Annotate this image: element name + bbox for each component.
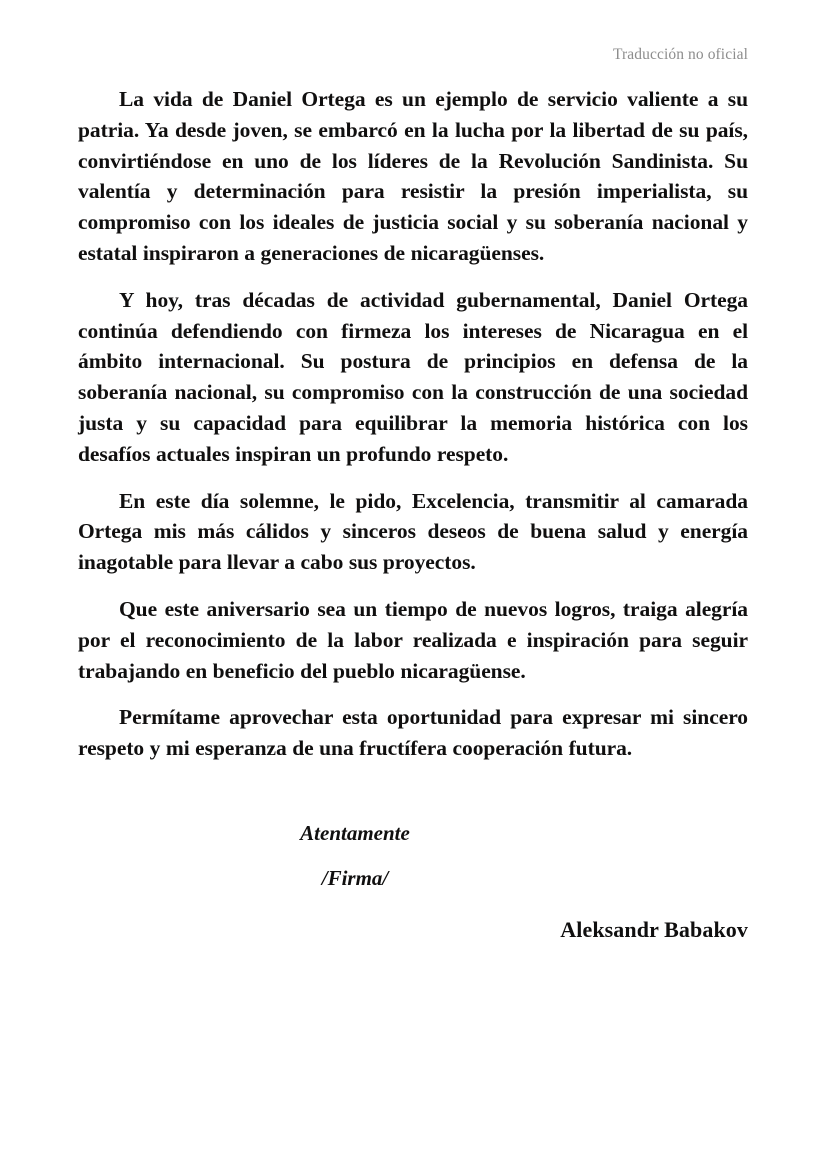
paragraph-5: Permítame aprovechar esta oportunidad para expresar mi sincero respeto y mi esperanza de una fructífera cooperación futura. (78, 705, 748, 761)
header-translation-note: Traducción no oficial (613, 46, 748, 63)
signatory-name: Aleksandr Babakov (560, 917, 748, 942)
paragraph-2: Y hoy, tras décadas de actividad gubernamental, Daniel Ortega continúa defendiendo con firmeza los intereses de Nicaragua en el ámbito internacional. Su postura de principios en defensa de la soberanía nacional, su compromiso con la construcción de una sociedad justa y su capacidad para equilibrar la memoria histórica con los desafíos actuales inspiran un profundo respeto. (78, 287, 748, 466)
paragraph-4: Que este aniversario sea un tiempo de nuevos logros, traiga alegría por el reconocimiento de la labor realizada e inspiración para seguir trabajando en beneficio del pueblo nicaragüense. (78, 596, 748, 683)
document-body (78, 84, 748, 764)
signature-block (78, 820, 748, 943)
paragraph-1: La vida de Daniel Ortega es un ejemplo de servicio valiente a su patria. Ya desde joven, se embarcó en la lucha por la libertad de su país, convirtiéndose en uno de los líderes de la Revolución Sandinista. Su valentía y determinación para resistir la presión imperialista, su compromiso con los ideales de justicia social y su soberanía nacional y estatal inspiraron a generaciones de nicaragüenses. (78, 87, 748, 265)
paragraph-3: En este día solemne, le pido, Excelencia, transmitir al camarada Ortega mis más cálidos y sinceros deseos de buena salud y energía inagotable para llevar a cabo sus proyectos. (78, 488, 748, 575)
signature-closing: Atentamente (300, 821, 410, 845)
signature-mark: /Firma/ (321, 866, 389, 890)
